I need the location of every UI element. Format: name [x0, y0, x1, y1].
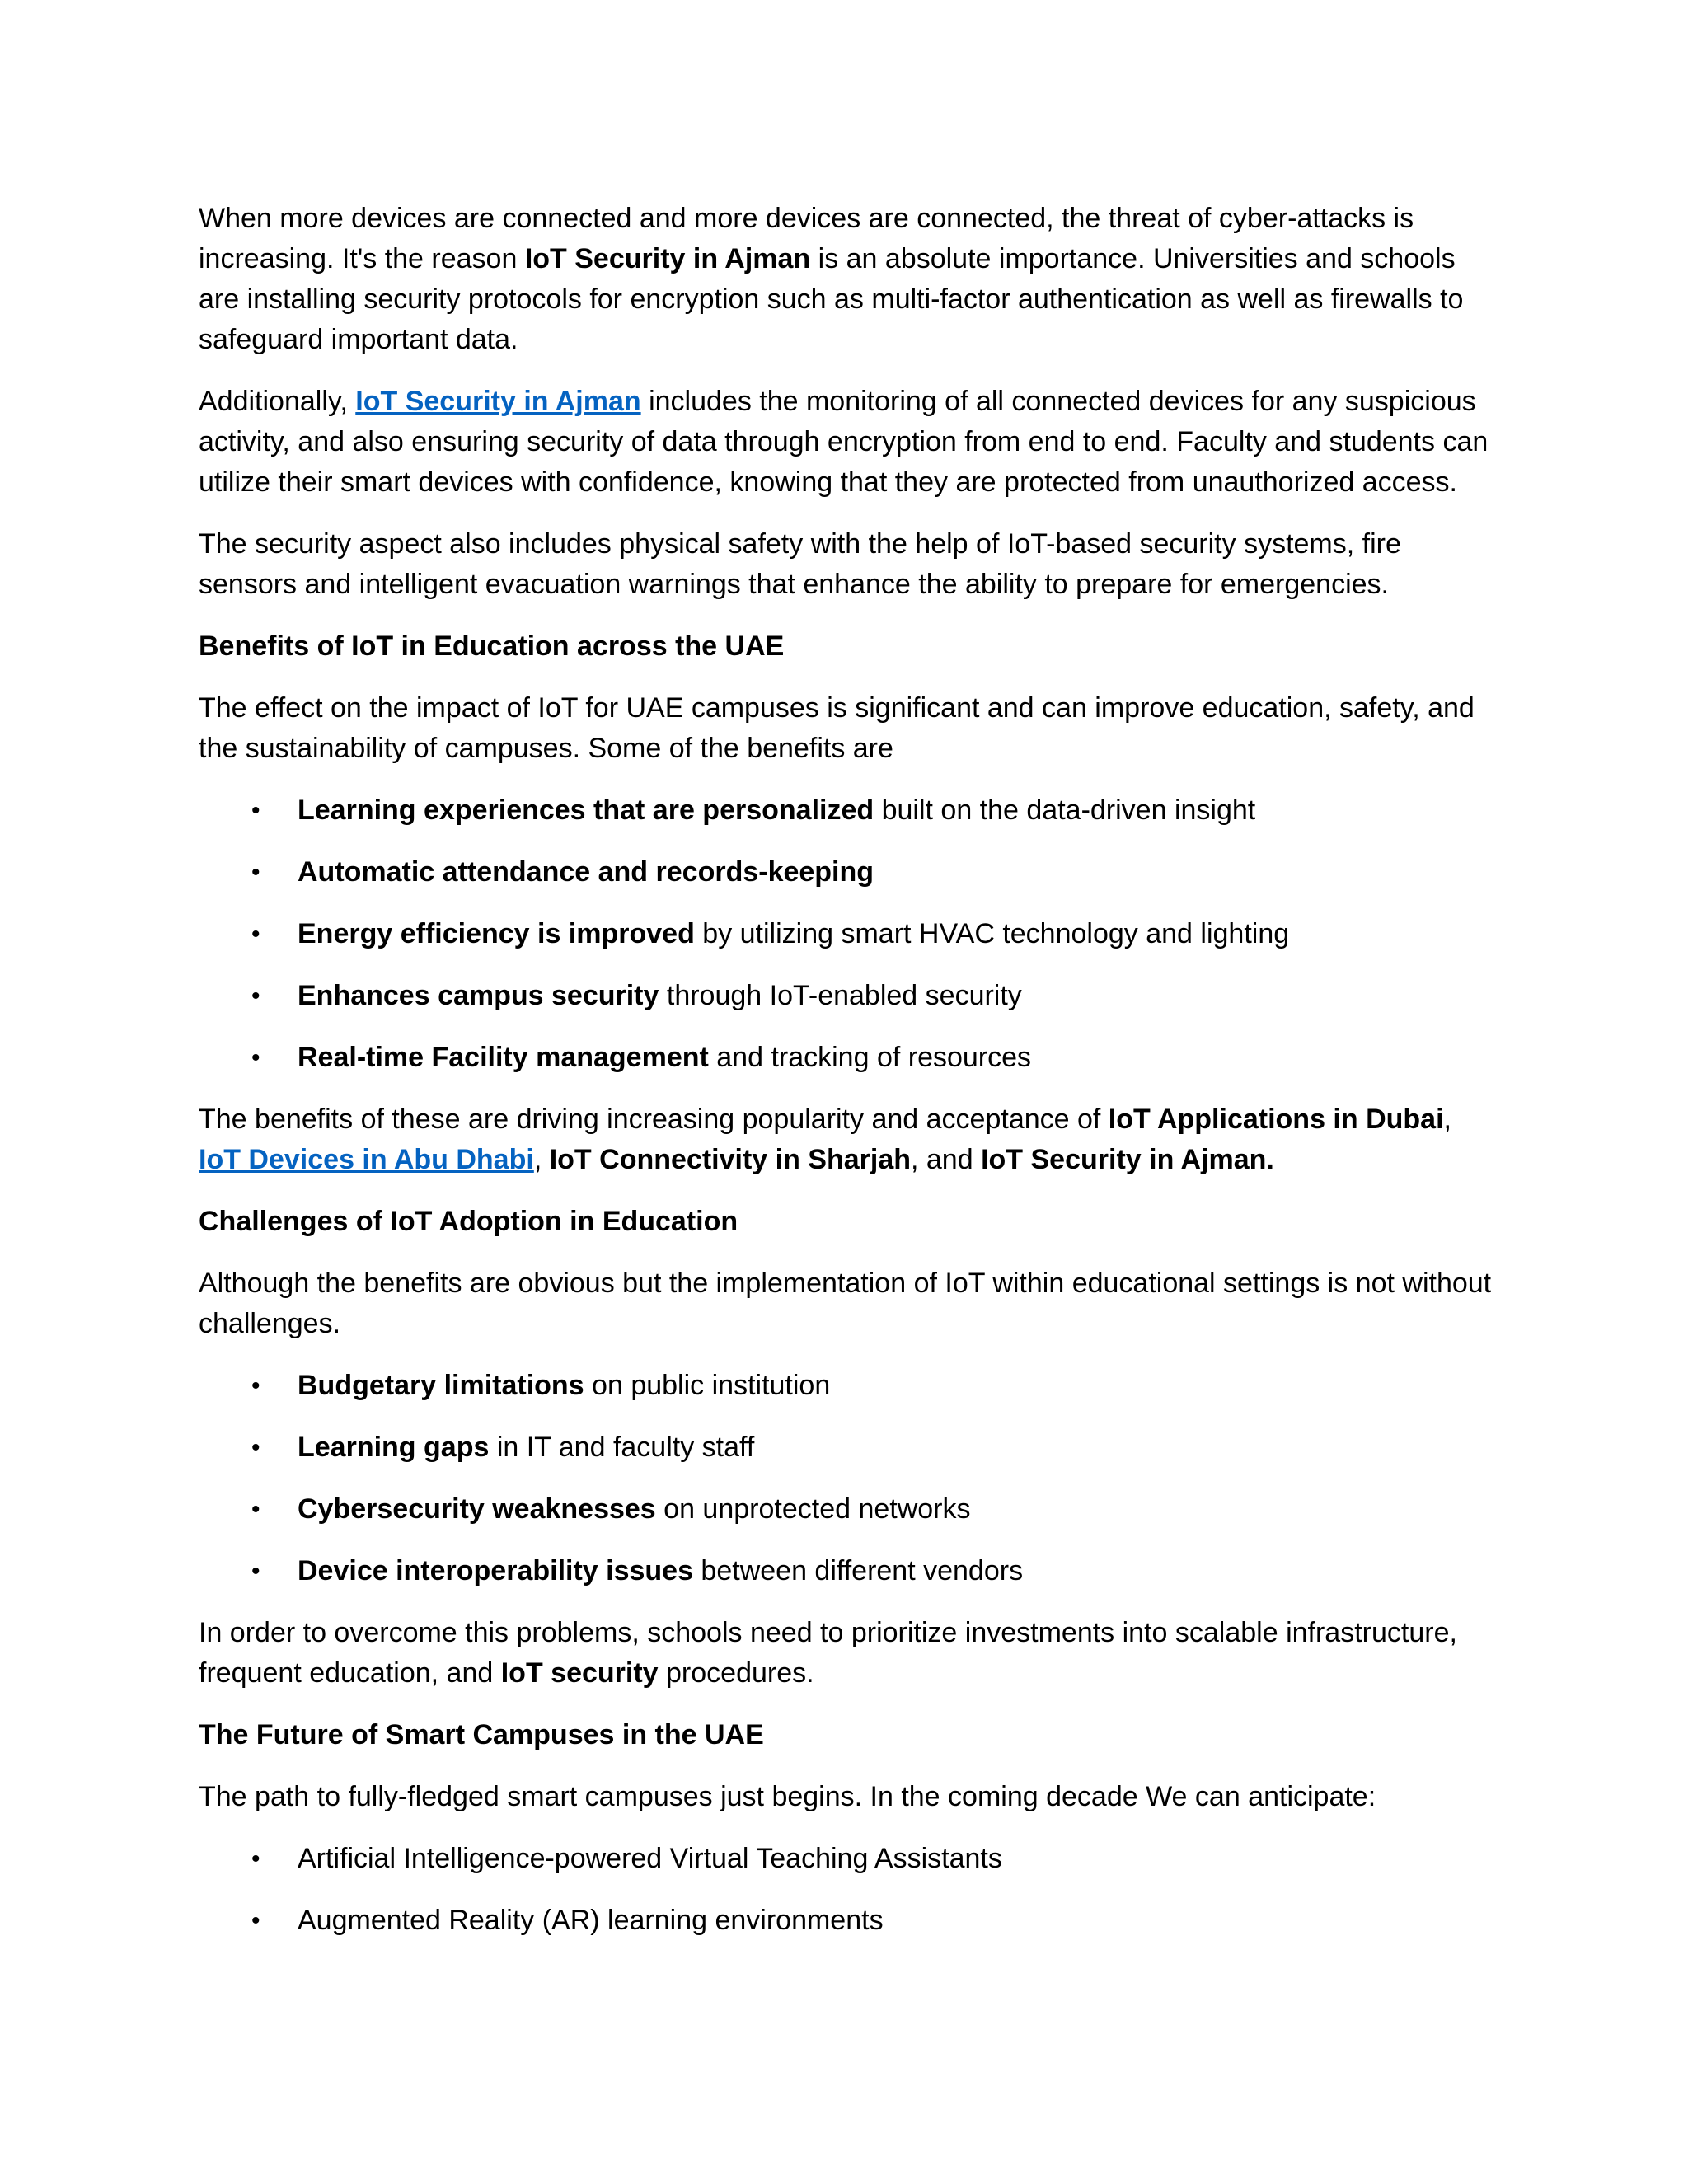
bold-text: Automatic attendance and records-keeping — [298, 856, 874, 888]
link-iot-security-ajman[interactable]: IoT Security in Ajman — [355, 386, 641, 417]
text: Augmented Reality (AR) learning environments — [298, 1905, 884, 1936]
benefits-list — [199, 790, 1501, 1078]
text: When more devices are connected and more devices are connected, the threat of cyber-attacks is increasing. It's the reason — [199, 203, 1414, 274]
bullet-icon: • — [251, 797, 260, 824]
heading-future: The Future of Smart Campuses in the UAE — [199, 1719, 764, 1750]
bold-text: IoT Security in Ajman. — [981, 1144, 1274, 1175]
text: The path to fully-fledged smart campuses just begins. In the coming decade We can anticipate: — [199, 1781, 1376, 1812]
bold-text: Enhances campus security — [298, 980, 659, 1011]
bold-text: Learning gaps — [298, 1432, 490, 1463]
bullet-icon: • — [251, 1434, 260, 1461]
text: , and — [911, 1144, 982, 1175]
list-item — [199, 1489, 1501, 1530]
text: built on the data-driven insight — [874, 794, 1256, 826]
list-item — [199, 914, 1501, 954]
text: between different vendors — [692, 1555, 1024, 1586]
list-item — [199, 1839, 1501, 1879]
paragraph-iot-security-monitoring — [199, 382, 1501, 503]
bold-text: IoT Security in Ajman — [524, 243, 811, 274]
bullet-icon: • — [251, 1907, 260, 1934]
bullet-icon: • — [251, 1845, 260, 1872]
link-iot-devices-abu-dhabi[interactable]: IoT Devices in Abu Dhabi — [199, 1144, 534, 1175]
bullet-icon: • — [251, 1496, 260, 1523]
paragraph-challenges-intro — [199, 1263, 1501, 1344]
text: , — [533, 1144, 550, 1175]
list-item — [199, 1900, 1501, 1941]
text: by utilizing smart HVAC technology and lighting — [694, 918, 1290, 949]
bullet-icon: • — [251, 1558, 260, 1585]
paragraph-overcome-problems — [199, 1613, 1501, 1694]
challenges-list — [199, 1366, 1501, 1591]
text: Additionally, — [199, 386, 356, 417]
text: on public institution — [584, 1370, 831, 1401]
heading-challenges: Challenges of IoT Adoption in Education — [199, 1206, 738, 1237]
bold-text: IoT security — [500, 1657, 659, 1689]
text: through IoT-enabled security — [659, 980, 1022, 1011]
text: on unprotected networks — [655, 1493, 971, 1525]
bullet-icon: • — [251, 1372, 260, 1399]
bullet-icon: • — [251, 1044, 260, 1071]
list-item — [199, 1366, 1501, 1406]
list-item — [199, 976, 1501, 1016]
text: in IT and faculty staff — [489, 1432, 755, 1463]
bold-text: Cybersecurity weaknesses — [298, 1493, 656, 1525]
document-body — [199, 199, 1501, 1962]
text: The effect on the impact of IoT for UAE campuses is significant and can improve education, safety, and the sustainability of campuses. Some of the benefits are — [199, 692, 1475, 764]
paragraph-future-intro — [199, 1777, 1501, 1817]
bold-text: Device interoperability issues — [298, 1555, 693, 1586]
text: The benefits of these are driving increasing popularity and acceptance of — [199, 1104, 1109, 1135]
future-list — [199, 1839, 1501, 1941]
bullet-icon: • — [251, 859, 260, 886]
heading-benefits: Benefits of IoT in Education across the UAE — [199, 630, 785, 662]
text: In order to overcome this problems, schools need to prioritize investments into scalable infrastructure, frequent education, and — [199, 1617, 1457, 1689]
paragraph-physical-safety — [199, 524, 1501, 605]
text: is an absolute importance. Universities and schools are installing security protocols for encryption such as multi-factor authentication as well as firewalls to safeguard important data. — [199, 243, 1464, 355]
list-item — [199, 1551, 1501, 1591]
bold-text: IoT Connectivity in Sharjah — [549, 1144, 911, 1175]
list-item — [199, 1427, 1501, 1468]
text: , — [1443, 1104, 1451, 1135]
text: The security aspect also includes physical safety with the help of IoT-based security systems, fire sensors and intelligent evacuation warnings that enhance the ability to prepare for emergencies. — [199, 528, 1401, 600]
bullet-icon: • — [251, 921, 260, 948]
text: Artificial Intelligence-powered Virtual Teaching Assistants — [298, 1843, 1002, 1874]
bullet-icon: • — [251, 982, 260, 1010]
bold-text: IoT Applications in Dubai — [1108, 1104, 1444, 1135]
paragraph-benefits-intro — [199, 688, 1501, 769]
text: procedures. — [658, 1657, 814, 1689]
list-item — [199, 790, 1501, 831]
list-item — [199, 852, 1501, 893]
bold-text: Energy efficiency is improved — [298, 918, 695, 949]
bold-text: Budgetary limitations — [298, 1370, 584, 1401]
text: Although the benefits are obvious but the implementation of IoT within educational settings is not without challenges. — [199, 1268, 1492, 1339]
paragraph-iot-security-intro — [199, 199, 1501, 360]
paragraph-benefits-popularity — [199, 1099, 1501, 1180]
list-item — [199, 1038, 1501, 1078]
bold-text: Real-time Facility management — [298, 1042, 709, 1073]
bold-text: Learning experiences that are personalized — [298, 794, 874, 826]
text: includes the monitoring of all connected devices for any suspicious activity, and also ensuring security of data through encryption from end to end. Faculty and students can utilize their smart devices with confidence, knowing that they are protected from unauthorized access. — [199, 386, 1489, 498]
text: and tracking of resources — [708, 1042, 1032, 1073]
